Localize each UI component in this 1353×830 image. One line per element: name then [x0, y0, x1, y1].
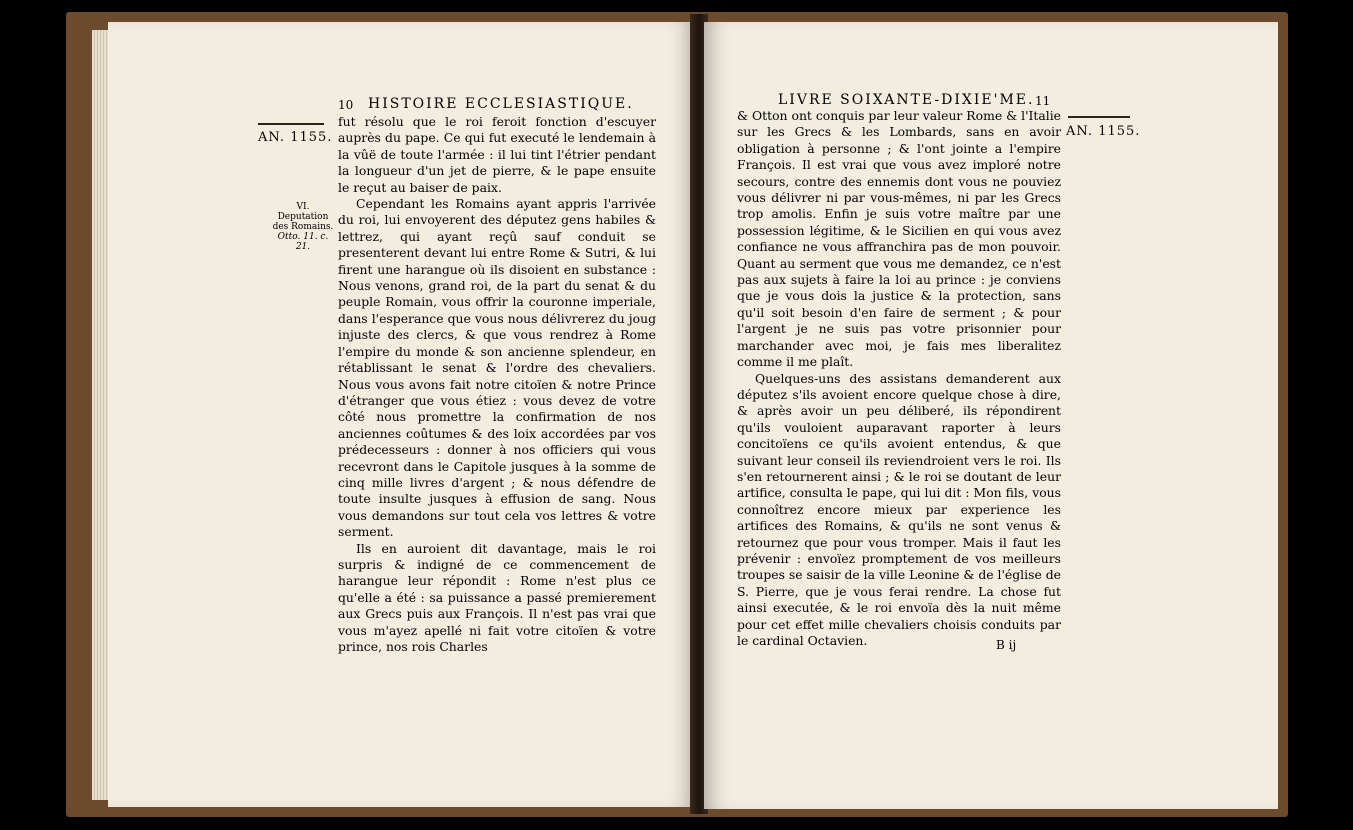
- right-paragraph-1: & Otton ont conquis par leur valeur Rome & l'Italie sur les Grecs & les Lombards, sans en avoir obligation à personne ; & l'ont jointe a l'empire François. Il est vrai que vous avez imploré notre secours, contre des ennemis dont vous ne pouviez vous délivrer ni par vous-mêmes, ni par les Grecs trop amolis. Enfin je suis votre maître par une possession légitime, & le Sicilien en qui vous avez confiance ne vous affranchira pas de mon pouvoir. Quant au serment que vous me demandez, ce n'est pas aux sujets à faire la loi au prince : je conviens que je vous dois la justice & la protection, sans qu'il soit besoin d'en faire de serment ; & pour l'argent je ne suis pas votre prisonnier pour marchander avec moi, je fais mes liberalitez comme il me plaît.: [737, 108, 1061, 370]
- right-margin-rule: [1068, 116, 1130, 118]
- margin-note-title: Deputation des Romains.: [272, 212, 334, 232]
- margin-note-reference: Otto. 11. c. 21.: [277, 232, 329, 252]
- left-page-number: 10: [338, 98, 354, 112]
- margin-note-number: VI.: [296, 202, 310, 212]
- left-paragraph-3: Ils en auroient dit davantage, mais le roi surpris & indigné de ce commencement de harangue leur répondit : Rome n'est plus ce qu'elle a été : sa puissance a passé premierement aux Grecs puis aux François. Il n'est pas vrai que vous m'ayez apellé ni fait votre citoïen & votre prince, nos rois Charles: [338, 540, 656, 654]
- signature-mark: B ij: [996, 638, 1017, 652]
- left-paragraph-2: Cependant les Romains ayant appris l'arrivée du roi, lui envoyerent des députez gens habiles & lettrez, qui ayant reçû sauf conduit se presenterent devant lui entre Rome & Sutri, & lui firent une harangue où ils disoient en substance : Nous venons, grand roi, de la part du senat & du peuple Romain, vous offrir la couronne imperiale, dans l'esperance que vous nous délivrerez du joug injuste des clercs, & que vous rendrez à Rome l'empire du monde & son ancienne splendeur, en rétablissant le senat & l'ordre des chevaliers. Nous vous avons fait notre citoïen & notre Prince d'étranger que vous étiez : vous devez de votre côté nous promettre la confirmation de nos anciennes coûtumes & des loix accordées par vos prédecesseurs : donner à nos officiers qui vous recevront dans le Capitole jusques à la somme de cinq mille livres d'argent ; & nous défendre de toute insulte jusques à effusion de sang. Nous vous demandons sur tout cela vos lettres & votre serment.: [338, 196, 656, 540]
- right-page-number: 11: [1035, 94, 1051, 108]
- left-running-head: HISTOIRE ECCLESIASTIQUE.: [368, 96, 634, 112]
- right-running-head: LIVRE SOIXANTE-DIXIE'ME.: [778, 92, 1035, 108]
- left-margin-rule: [258, 123, 324, 125]
- right-year: AN. 1155.: [1066, 124, 1141, 139]
- right-body-text: [737, 108, 1061, 649]
- left-year: AN. 1155.: [258, 130, 333, 145]
- right-paragraph-2: Quelques-uns des assistans demanderent aux députez s'ils avoient encore quelque chose à dire, & après avoir un peu déliberé, ils répondirent qu'ils vouloient auparavant raporter à leurs concitoïens ce qu'ils avoient entendus, & que suivant leur conseil ils reviendroient vers le roi. Ils s'en retournerent ainsi ; & le roi se doutant de leur artifice, consulta le pape, qui lui dit : Mon fils, vous connoîtrez encore mieux par experience les artifices des Romains, & qu'ils ne sont venus & retournez que pour vous tromper. Mais il faut les prévenir : envoïez promptement de vos meilleurs troupes se saisir de la ville Leonine & de l'église de S. Pierre, que je vous ferai rendre. La chose fut ainsi executée, & le roi envoïa dès la nuit même pour cet effet mille chevaliers choisis conduits par le cardinal Octavien.: [737, 370, 1061, 648]
- left-paragraph-1: fut résolu que le roi feroit fonction d'escuyer auprès du pape. Ce qui fut executé le lendemain à la vûë de toute l'armée : il lui tint l'étrier pendant la longueur d'un jet de pierre, & le pape ensuite le reçut au baiser de paix.: [338, 114, 656, 195]
- left-margin-note: [272, 202, 334, 252]
- left-body-text: [338, 114, 656, 655]
